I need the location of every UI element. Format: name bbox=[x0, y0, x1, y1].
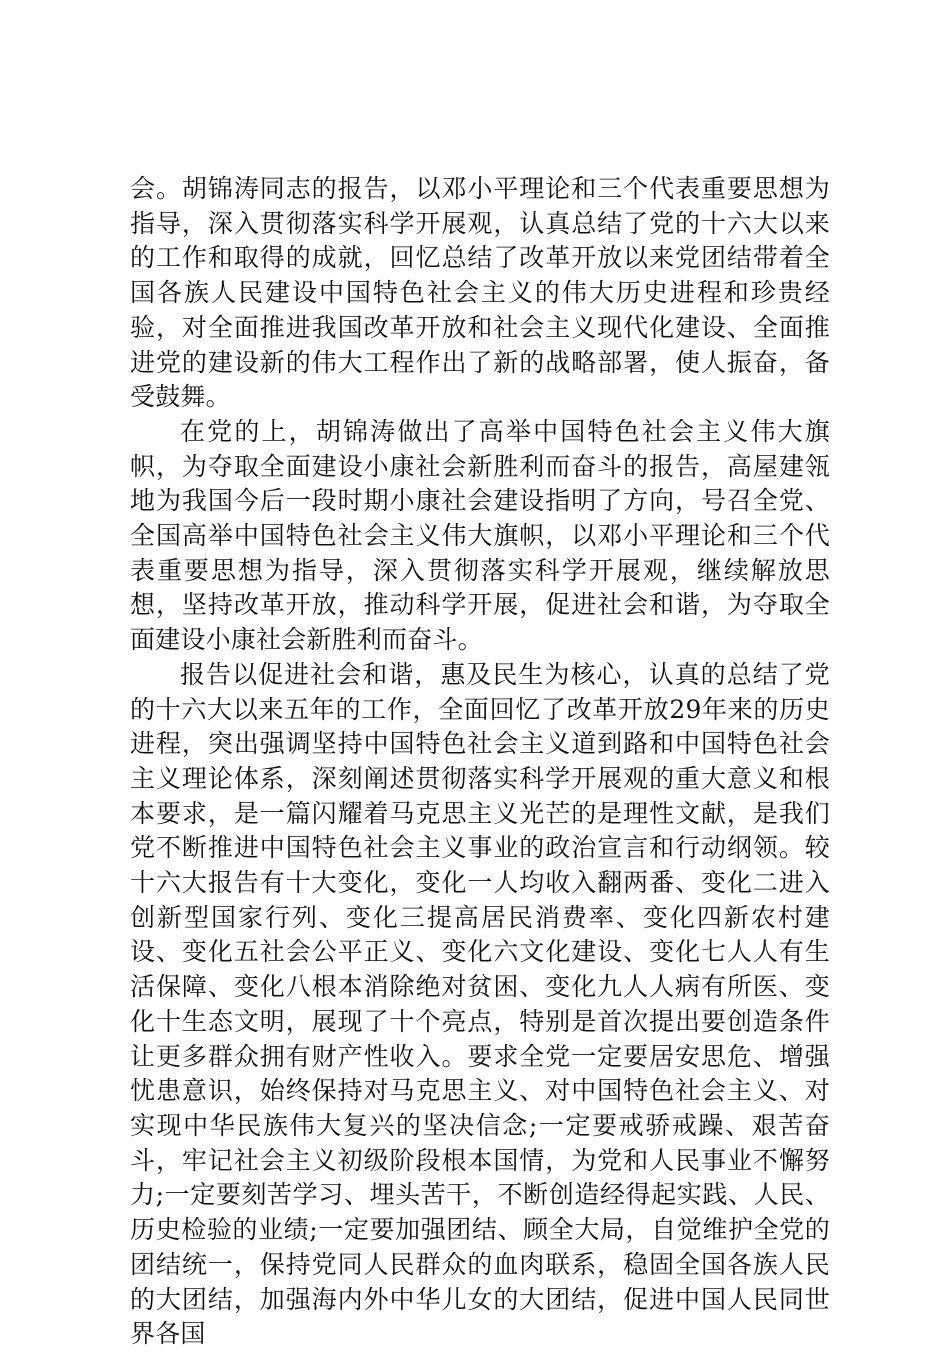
paragraph-3: 报告以促进社会和谐，惠及民生为核心，认真的总结了党的十六大以来五年的工作，全面回忆了改革开放29年来的历史进程，突出强调坚持中国特色社会主义道到路和中国特色社会主义理论体系，深刻阐述贯彻落实科学开展观的重大意义和根本要求，是一篇闪耀着马克思主义光芒的是理性文献，是我们党不断推进中国特色社会主义事业的政治宣言和行动纲领。较十六大报告有十大变化，变化一人均收入翻两番、变化二进入创新型国家行列、变化三提高居民消费率、变化四新农村建设、变化五社会公平正义、变化六文化建设、变化七人人有生活保障、变化八根本消除绝对贫困、变化九人人病有所医、变化十生态文明，展现了十个亮点，特别是首次提出要创造条件让更多群众拥有财产性收入。要求全党一定要居安思危、增强忧患意识，始终保持对马克思主义、对中国特色社会主义、对实现中华民族伟大复兴的坚决信念;一定要戒骄戒躁、艰苦奋斗，牢记社会主义初级阶段根本国情，为党和人民事业不懈努力;一定要刻苦学习、埋头苦干，不断创造经得起实践、人民、历史检验的业绩;一定要加强团结、顾全大局，自觉维护全党的团结统一，保持党同人民群众的血肉联系，稳固全国各族人民的大团结，加强海内外中华儿女的大团结，促进中国人民同世界各国 bbox=[130, 659, 830, 1349]
document-body bbox=[130, 172, 830, 1352]
paragraph-2: 在党的上，胡锦涛做出了高举中国特色社会主义伟大旗帜，为夺取全面建设小康社会新胜利而奋斗的报告，高屋建瓴地为我国今后一段时期小康社会建设指明了方向，号召全党、全国高举中国特色社会主义伟大旗帜，以邓小平理论和三个代表重要思想为指导，深入贯彻落实科学开展观，继续解放思想，坚持改革开放，推动科学开展，促进社会和谐，为夺取全面建设小康社会新胜利而奋斗。 bbox=[130, 416, 830, 655]
paragraph-1: 会。胡锦涛同志的报告，以邓小平理论和三个代表重要思想为指导，深入贯彻落实科学开展观，认真总结了党的十六大以来的工作和取得的成就，回忆总结了改革开放以来党团结带着全国各族人民建设中国特色社会主义的伟大历史进程和珍贵经验，对全面推进我国改革开放和社会主义现代化建设、全面推进党的建设新的伟大工程作出了新的战略部署，使人振奋，备受鼓舞。 bbox=[130, 174, 830, 412]
